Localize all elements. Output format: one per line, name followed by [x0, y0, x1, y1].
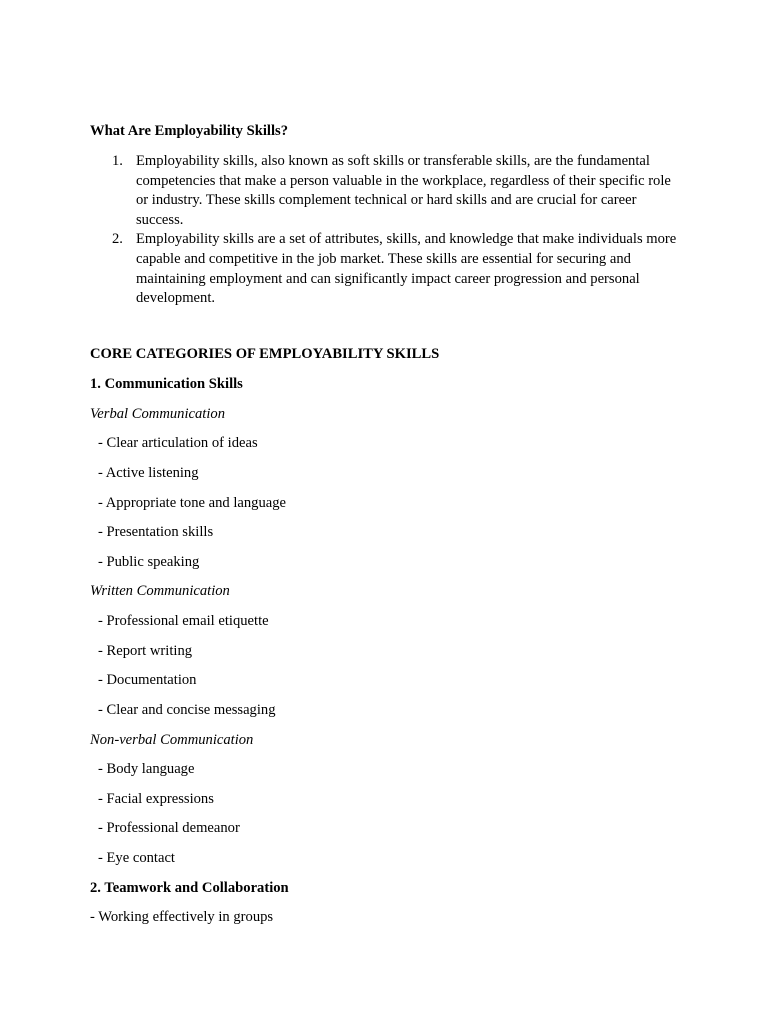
list-item: - Eye contact	[98, 850, 175, 866]
verbal-communication-subheading: Verbal Communication	[90, 406, 225, 422]
list-item	[90, 230, 680, 308]
written-communication-subheading: Written Communication	[90, 583, 230, 599]
list-item-text: Employability skills are a set of attributes, skills, and knowledge that make individuals more capable and competitive in the job market. These skills are essential for securing and maintaining employment and can significantly impact career progression and personal development.	[136, 231, 677, 307]
list-item-number: 2.	[112, 231, 123, 248]
intro-heading: What Are Employability Skills?	[90, 123, 288, 139]
teamwork-collaboration-heading: 2. Teamwork and Collaboration	[90, 880, 289, 896]
list-item: - Appropriate tone and language	[98, 495, 287, 511]
list-item: - Report writing	[98, 643, 193, 659]
list-item: - Presentation skills	[98, 524, 214, 540]
list-item-text: Employability skills, also known as soft skills or transferable skills, are the fundamental competencies that make a person valuable in the workplace, regardless of their specific role or industry. These skills complement technical or hard skills and are crucial for career success.	[136, 153, 671, 228]
list-item: - Facial expressions	[98, 791, 214, 807]
list-item: - Documentation	[98, 672, 197, 688]
list-item-number: 1.	[112, 153, 123, 169]
nonverbal-communication-subheading: Non-verbal Communication	[90, 732, 254, 748]
communication-skills-heading: 1. Communication Skills	[90, 376, 243, 392]
list-item: - Public speaking	[98, 554, 200, 570]
list-item: - Professional email etiquette	[98, 613, 269, 629]
list-item	[90, 152, 680, 230]
list-item: - Body language	[98, 761, 195, 777]
core-categories-heading: CORE CATEGORIES OF EMPLOYABILITY SKILLS	[90, 346, 440, 362]
intro-numbered-list	[90, 152, 680, 309]
list-item: - Working effectively in groups	[90, 909, 274, 925]
list-item: - Professional demeanor	[98, 820, 240, 836]
list-item: - Clear and concise messaging	[98, 702, 276, 718]
list-item: - Clear articulation of ideas	[98, 435, 258, 451]
list-item: - Active listening	[98, 465, 199, 481]
